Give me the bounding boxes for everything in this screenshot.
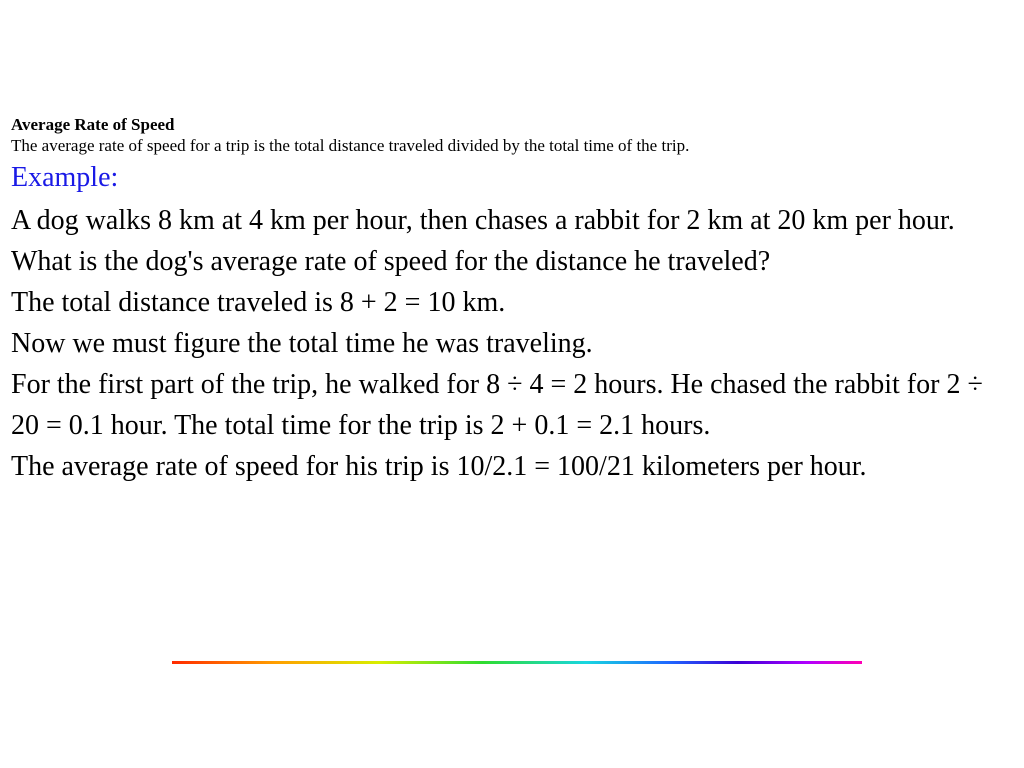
average-speed-paragraph: The average rate of speed for his trip is 10/2.1 = 100/21 kilometers per hour.: [11, 451, 867, 482]
section-title: Average Rate of Speed: [11, 115, 175, 134]
definition-text: The average rate of speed for a trip is the total distance traveled divided by the total time of the trip.: [11, 136, 690, 155]
problem-paragraph: A dog walks 8 km at 4 km per hour, then chases a rabbit for 2 km at 20 km per hour. What is the dog's average rate of speed for the distance he traveled?: [11, 205, 955, 277]
example-label: Example:: [11, 162, 119, 193]
time-calculation-paragraph: For the first part of the trip, he walked for 8 ÷ 4 = 2 hours. He chased the rabbit for 2 ÷ 20 = 0.1 hour. The total time for the trip is 2 + 0.1 = 2.1 hours.: [11, 369, 983, 441]
document-content: [11, 114, 1016, 487]
total-time-intro-paragraph: Now we must figure the total time he was traveling.: [11, 328, 593, 359]
total-distance-paragraph: The total distance traveled is 8 + 2 = 10 km.: [11, 287, 506, 318]
rainbow-divider-line: [172, 661, 862, 664]
